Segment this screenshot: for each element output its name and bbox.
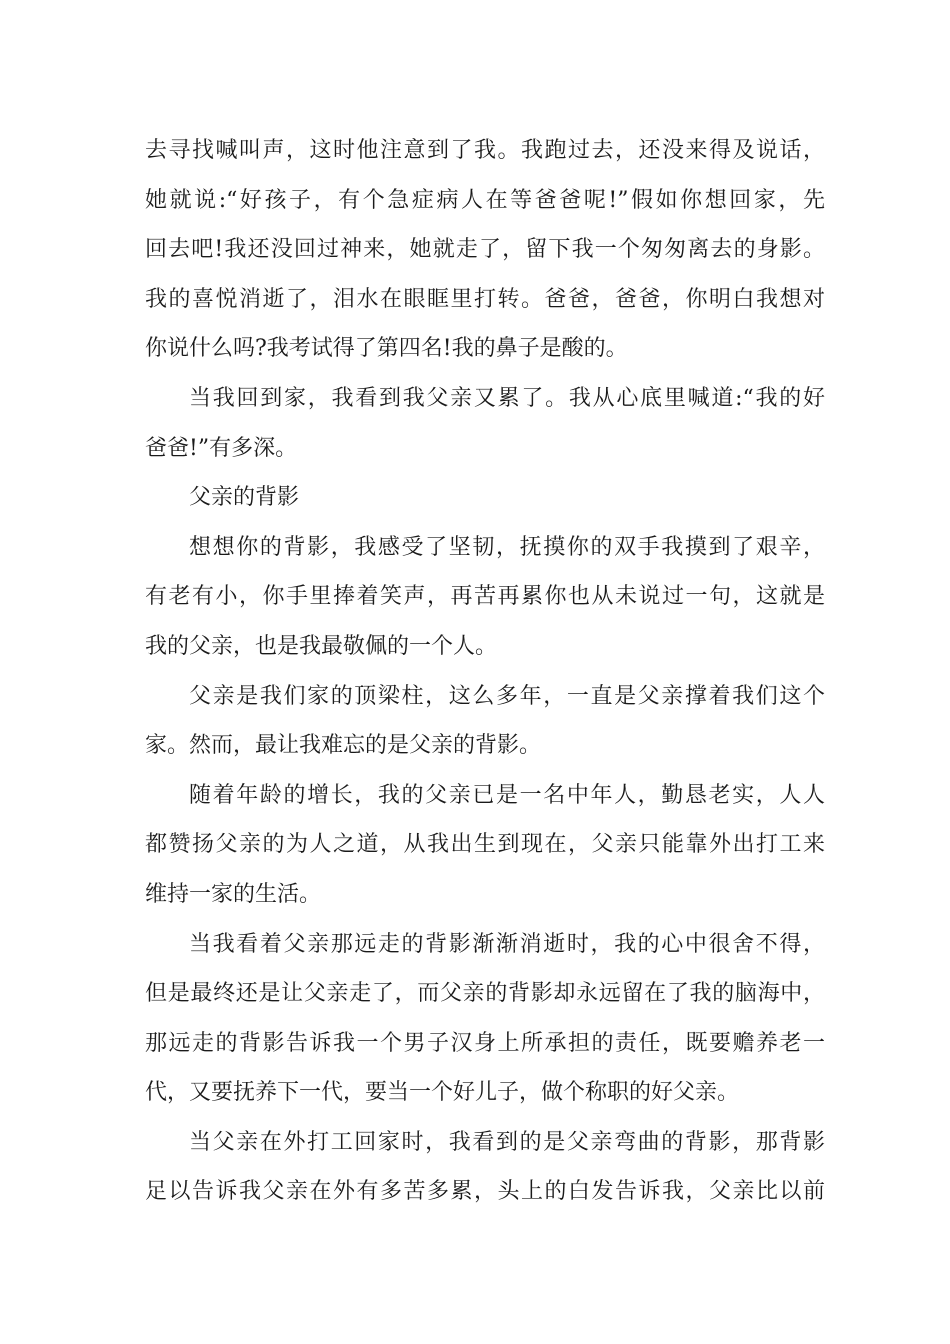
text-line: 回去吧!我还没回过神来，她就走了，留下我一个匆匆离去的身影。 bbox=[145, 237, 825, 263]
text-line: 你说什么吗?我考试得了第四名!我的鼻子是酸的。 bbox=[145, 336, 628, 362]
text-line: 想想你的背影，我感受了坚韧，抚摸你的双手我摸到了艰辛， bbox=[189, 534, 825, 560]
text-line: 当父亲在外打工回家时，我看到的是父亲弯曲的背影，那背影 bbox=[189, 1129, 825, 1155]
text-line: 维持一家的生活。 bbox=[145, 881, 322, 907]
text-line: 父亲是我们家的顶梁柱，这么多年，一直是父亲撑着我们这个 bbox=[189, 683, 825, 709]
text-line: 当我回到家，我看到我父亲又累了。我从心底里喊道:“我的好 bbox=[189, 385, 825, 411]
text-line: 我的喜悦消逝了，泪水在眼眶里打转。爸爸，爸爸，你明白我想对 bbox=[145, 286, 825, 312]
text-line: 家。然而，最让我难忘的是父亲的背影。 bbox=[145, 733, 542, 759]
document-body bbox=[145, 126, 825, 1217]
text-line: 爸爸!”有多深。 bbox=[145, 435, 298, 461]
text-line: 但是最终还是让父亲走了，而父亲的背影却永远留在了我的脑海中， bbox=[145, 981, 825, 1007]
text-line: 我的父亲，也是我最敬佩的一个人。 bbox=[145, 633, 498, 659]
text-line: 当我看着父亲那远走的背影渐渐消逝时，我的心中很舍不得， bbox=[189, 931, 825, 957]
text-line: 有老有小，你手里捧着笑声，再苦再累你也从未说过一句，这就是 bbox=[145, 584, 825, 610]
text-line: 她就说:“好孩子，有个急症病人在等爸爸呢!”假如你想回家，先 bbox=[145, 187, 825, 213]
text-line: 去寻找喊叫声，这时他注意到了我。我跑过去，还没来得及说话， bbox=[145, 138, 825, 163]
text-line: 都赞扬父亲的为人之道，从我出生到现在，父亲只能靠外出打工来 bbox=[145, 832, 825, 858]
text-line: 那远走的背影告诉我一个男子汉身上所承担的责任，既要赡养老一 bbox=[145, 1030, 825, 1056]
text-line: 随着年龄的增长，我的父亲已是一名中年人，勤恳老实，人人 bbox=[189, 782, 825, 808]
section-title: 父亲的背影 bbox=[189, 485, 300, 511]
text-line: 足以告诉我父亲在外有多苦多累，头上的白发告诉我，父亲比以前 bbox=[145, 1179, 825, 1205]
text-line: 代，又要抚养下一代，要当一个好儿子，做个称职的好父亲。 bbox=[145, 1080, 740, 1106]
